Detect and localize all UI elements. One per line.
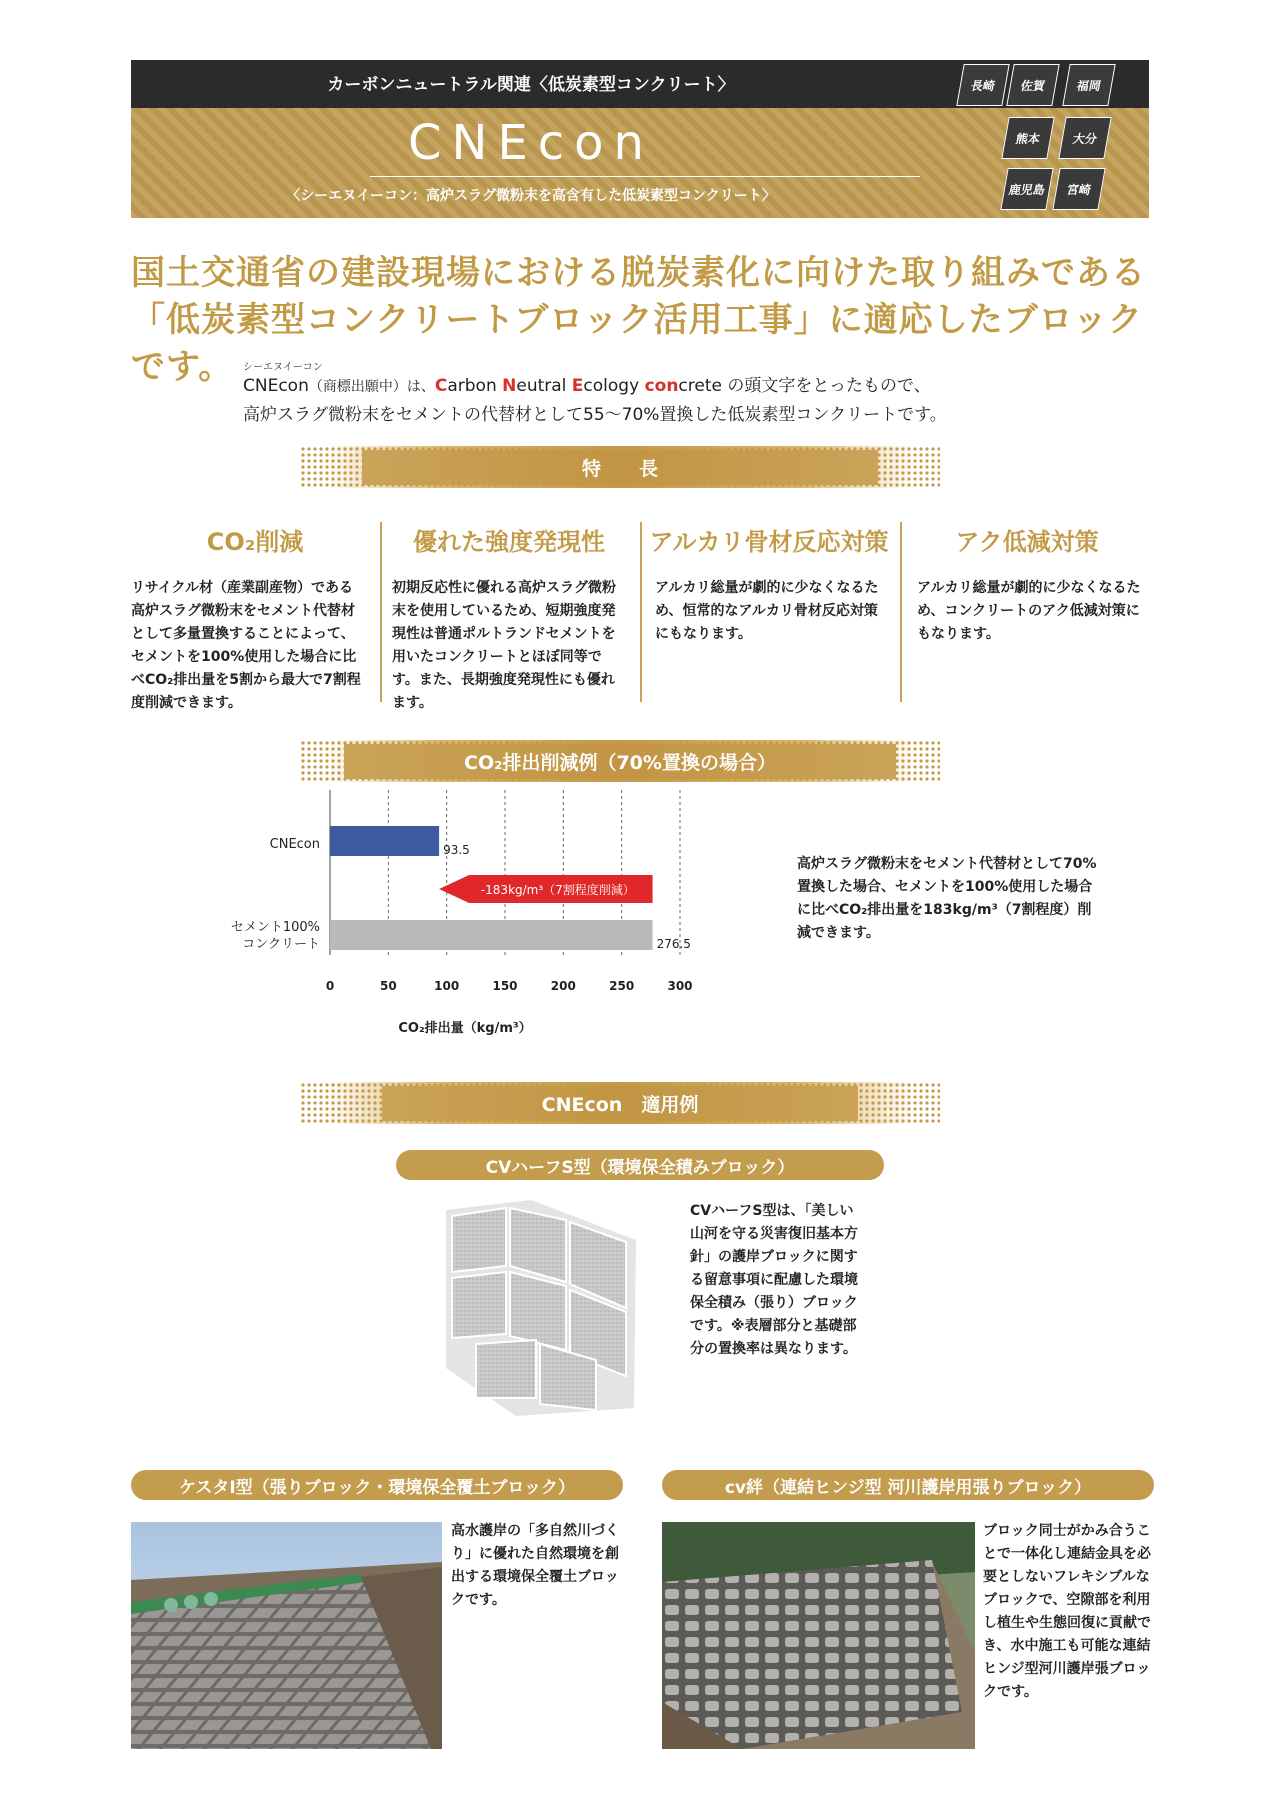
prefecture-oita: 大分	[1058, 117, 1111, 159]
chart-section-bar	[300, 740, 940, 782]
headline-line1: 国土交通省の建設現場における脱炭素化に向けた取り組みである	[131, 253, 1146, 293]
features-section-bar	[300, 446, 940, 488]
intro-letter-c: C	[434, 376, 448, 396]
intro-letter-e: E	[571, 376, 584, 396]
ruby-reading: シーエヌイーコン	[243, 362, 323, 373]
intro-cology: cology	[583, 376, 645, 396]
kesuta-title: ケスタI型（張りブロック・環境保全覆土ブロック）	[131, 1470, 623, 1500]
chart-label-cement-line2: コンクリート	[242, 937, 320, 952]
prefecture-miyazaki: 宮崎	[1052, 168, 1105, 210]
cv-half-block-image	[436, 1198, 666, 1418]
intro-crete: crete	[678, 376, 722, 396]
feature-body-aku: アルカリ総量が劇的に少なくなるため、コンクリートのアク低減対策にもなります。	[917, 580, 1141, 642]
intro-rest: の頭文字をとったもので、	[721, 376, 931, 396]
prefecture-saga: 佐賀	[1006, 64, 1059, 106]
intro-name: CNEcon	[243, 376, 309, 396]
header-subtitle: カーボンニュートラル関連〈低炭素型コンクリート〉	[327, 75, 735, 95]
feature-divider	[380, 522, 382, 702]
feature-divider	[900, 522, 902, 702]
feature-heading-co2: CO₂削減	[206, 528, 304, 556]
chart-section-title: CO₂排出削減例（70%置換の場合）	[344, 744, 896, 779]
intro-arbon: arbon	[447, 376, 503, 396]
cv-kizuna-title: cv絆（連結ヒンジ型 河川護岸用張りブロック）	[662, 1470, 1154, 1500]
kesuta-photo	[131, 1522, 442, 1749]
cv-kizuna-description: ブロック同士がかみ合うことで一体化し連結金具を必要としないフレキシブルなブロックで、空隙部を利用し植生や生態回復に貢献でき、水中施工も可能な連結ヒンジ型河川護岸張ブロックです。	[983, 1523, 1151, 1700]
intro-letter-n: N	[502, 376, 517, 396]
chart-bar	[330, 920, 653, 950]
features-title: 特 長	[362, 450, 878, 485]
chart-bar-value-label: 93.5	[443, 843, 470, 857]
chart-bar	[330, 826, 439, 856]
chart-x-tick-label: 250	[609, 979, 635, 993]
cv-kizuna-photo	[662, 1522, 975, 1749]
header-title: CNEcon	[408, 115, 654, 171]
examples-section-bar	[300, 1082, 940, 1124]
examples-title: CNEcon 適用例	[382, 1086, 859, 1121]
prefecture-kumamoto: 熊本	[1001, 117, 1054, 159]
headline-line2: 「低炭素型コンクリートブロック活用工事」に適応したブロックです。	[131, 300, 1143, 387]
chart-x-axis-label: CO₂排出量（kg/m³）	[398, 1021, 532, 1036]
chart-x-tick-label: 100	[434, 979, 460, 993]
prefecture-nagasaki: 長崎	[956, 64, 1009, 106]
chart-reduction-label: -183kg/m³（7割程度削減）	[480, 883, 635, 897]
feature-heading-aku: アク低減対策	[955, 528, 1099, 556]
intro-text	[243, 372, 1123, 429]
feature-heading-strength: 優れた強度発現性	[413, 528, 605, 556]
intro-letters-con: con	[644, 376, 679, 396]
feature-heading-alkali: アルカリ骨材反応対策	[649, 528, 889, 556]
header-divider	[370, 176, 920, 177]
prefecture-kagoshima: 鹿児島	[1000, 168, 1053, 210]
chart-x-tick-label: 50	[379, 979, 397, 993]
feature-body-alkali: アルカリ総量が劇的に少なくなるため、恒常的なアルカリ骨材反応対策にもなります。	[655, 580, 879, 642]
feature-body-strength: 初期反応性に優れる高炉スラグ微粉末を使用しているため、短期強度発現性は普通ポルトランドセメントを用いたコンクリートとほぼ同等です。また、長期強度発現性にも優れます。	[392, 580, 616, 711]
intro-line2: 高炉スラグ微粉末をセメントの代替材として55〜70%置換した低炭素型コンクリートです。	[243, 405, 947, 425]
intro-paren: （商標出願中）は、	[308, 379, 435, 395]
chart-description: 高炉スラグ微粉末をセメント代替材として70%置換した場合、セメントを100%使用した場合に比べCO₂排出量を183kg/m³（7割程度）削減できます。	[797, 856, 1097, 941]
intro-eutral: eutral	[516, 376, 572, 396]
feature-divider	[640, 522, 642, 702]
kesuta-description: 高水護岸の「多自然川づくり」に優れた自然環境を創出する環境保全覆土ブロックです。	[451, 1523, 619, 1608]
chart-x-tick-label: 0	[325, 979, 335, 993]
chart-bar-value-label: 276.5	[656, 937, 691, 951]
chart-label-cnecon: CNEcon	[269, 837, 320, 852]
co2-bar-chart	[230, 780, 780, 1050]
prefecture-fukuoka: 福岡	[1062, 64, 1115, 106]
feature-body-co2: リサイクル材（産業副産物）である高炉スラグ微粉末をセメント代替材として多量置換することによって、セメントを100%使用した場合に比べCO₂排出量を5割から最大で7割程度削減できます。	[131, 580, 361, 711]
cv-half-title: CVハーフS型（環境保全積みブロック）	[396, 1150, 884, 1180]
cv-half-description: CVハーフS型は、「美しい山河を守る災害復旧基本方針」の護岸ブロックに関する留意事項に配慮した環境保全積み（張り）ブロックです。※表層部分と基礎部分の置換率は異なります。	[690, 1203, 858, 1357]
chart-label-cement-line1: セメント100%	[230, 920, 320, 935]
header-tagline: 〈シーエヌイーコン：高炉スラグ微粉末を高含有した低炭素型コンクリート〉	[286, 188, 776, 204]
chart-x-tick-label: 150	[492, 979, 518, 993]
chart-x-tick-label: 300	[667, 979, 693, 993]
chart-x-tick-label: 200	[550, 979, 576, 993]
